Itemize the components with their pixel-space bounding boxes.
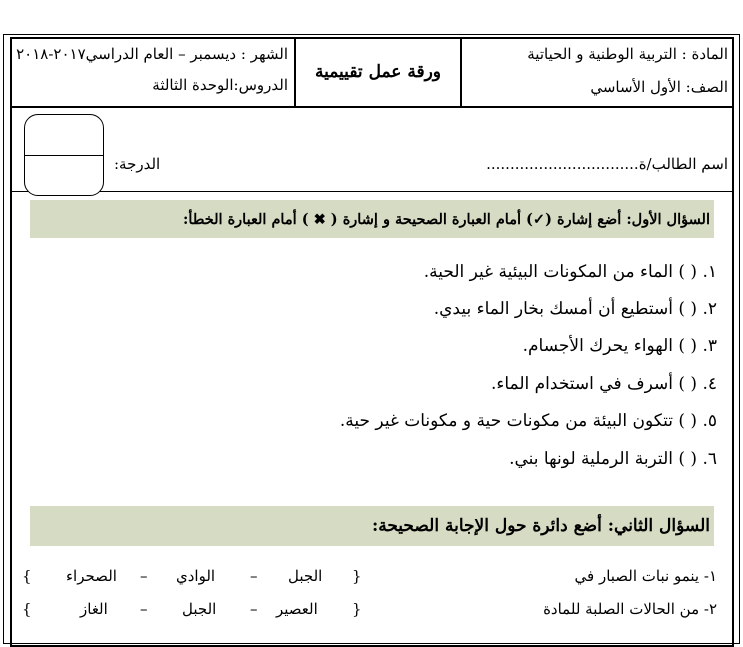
question2-item-2-option-3[interactable]: الغاز	[80, 600, 108, 618]
student-name-field[interactable]: اسم الطالب/ة................................	[486, 155, 728, 173]
score-box[interactable]	[24, 114, 104, 196]
header-title-cell	[296, 37, 462, 106]
question2-item-1-option-1[interactable]: الجبل	[288, 567, 323, 585]
question1-item-2[interactable]: ٢. ( ) أستطيع أن أمسك بخار الماء بيدي.	[433, 299, 717, 319]
question2-item-2-open-brace: {	[352, 600, 362, 618]
question2-item-1-close-brace: }	[22, 567, 32, 585]
question2-item-2-sep-1: –	[250, 600, 258, 618]
question2-item-1-option-2[interactable]: الوادي	[176, 567, 216, 585]
question2-item-2-option-2[interactable]: الجبل	[182, 600, 217, 618]
worksheet-title: ورقة عمل تقييمية	[314, 61, 441, 82]
score-label: الدرجة:	[114, 155, 161, 173]
question2-item-2-stem: ٢- من الحالات الصلبة للمادة	[543, 600, 717, 618]
question2-item-2-sep-2: –	[140, 600, 148, 618]
question2-item-1-option-3[interactable]: الصحراء	[66, 567, 117, 585]
lessons-text: الدروس:الوحدة الثالثة	[152, 76, 288, 94]
question1-item-1[interactable]: ١. ( ) الماء من المكونات البيئية غير الحية.	[423, 262, 717, 282]
student-info-row	[10, 108, 734, 192]
question2-item-1-open-brace: {	[352, 567, 362, 585]
question1-title: السؤال الأول: أضع إشارة (✓) أمام العبارة الصحيحة و إشارة ( ✖ ) أمام العبارة الخطأ:	[30, 200, 714, 238]
question2-item-1-sep-1: –	[250, 567, 258, 585]
worksheet-header	[10, 37, 734, 108]
question2-item-2-close-brace: }	[22, 600, 32, 618]
month-year-text: الشهر : ديسمبر – العام الدراسي٢٠١٧-٢٠١٨	[16, 45, 288, 63]
grade-level-text: الصف: الأول الأساسي	[590, 78, 728, 96]
score-box-divider	[25, 155, 103, 156]
subject-text: المادة : التربية الوطنية و الحياتية	[527, 45, 728, 63]
question2-item-1-stem: ١- ينمو نبات الصبار في	[574, 567, 717, 585]
header-date-cell	[10, 37, 296, 106]
question2-title: السؤال الثاني: أضع دائرة حول الإجابة الصحيحة:	[30, 506, 714, 546]
question1-item-5[interactable]: ٥. ( ) تتكون البيئة من مكونات حية و مكونات غير حية.	[339, 411, 717, 431]
question1-item-4[interactable]: ٤. ( ) أسرف في استخدام الماء.	[490, 374, 717, 394]
question1-item-6[interactable]: ٦. ( ) التربة الرملية لونها بني.	[509, 449, 717, 469]
question2-item-2-option-1[interactable]: العصير	[276, 600, 318, 618]
header-subject-cell	[462, 37, 734, 106]
question2-item-1	[0, 567, 743, 595]
question2-item-1-sep-2: –	[140, 567, 148, 585]
question2-item-2	[0, 600, 743, 628]
question1-item-3[interactable]: ٣. ( ) الهواء يحرك الأجسام.	[522, 336, 717, 356]
